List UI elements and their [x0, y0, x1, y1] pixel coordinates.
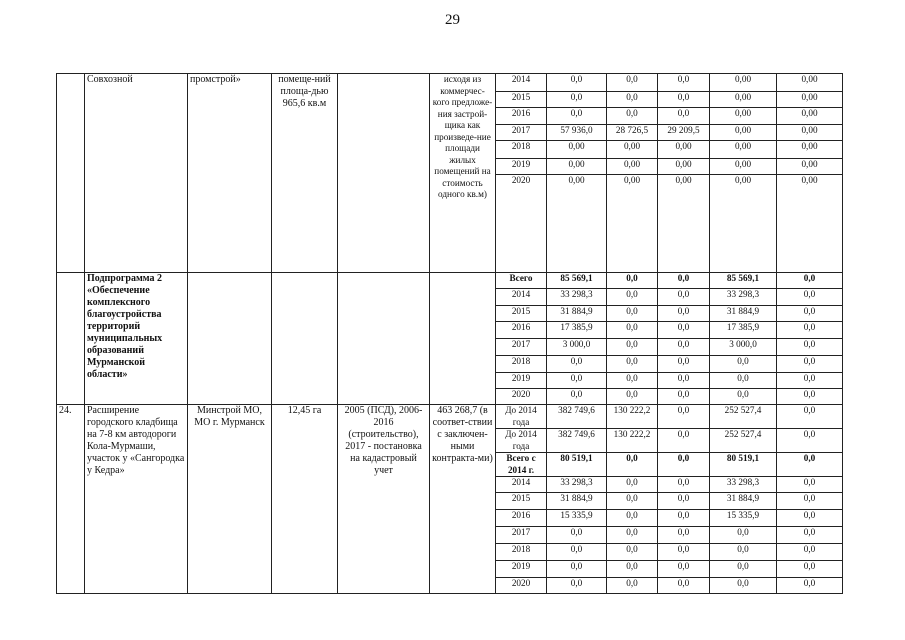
year-cell: 2015	[496, 493, 547, 510]
year-cell: 2016	[496, 322, 547, 339]
value-cell: 0,00	[710, 74, 777, 92]
value-cell: 0,0	[658, 510, 710, 527]
value-cell: 0,0	[607, 527, 658, 544]
object-name: Совхозной	[85, 74, 188, 273]
value-cell: 0,0	[658, 453, 710, 477]
value-cell: 31 884,9	[710, 493, 777, 510]
value-cell: 0,00	[710, 141, 777, 159]
value-cell: 0,0	[658, 477, 710, 493]
value-cell: 0,0	[658, 356, 710, 373]
year-cell: 2015	[496, 92, 547, 108]
value-cell: 0,0	[658, 306, 710, 322]
value-cell: 15 335,9	[547, 510, 607, 527]
value-cell: 33 298,3	[710, 477, 777, 493]
value-cell: 0,0	[710, 373, 777, 389]
year-cell: 2020	[496, 175, 547, 273]
value-cell: 0,0	[777, 544, 843, 561]
year-cell: 2014	[496, 477, 547, 493]
year-cell: 2020	[496, 578, 547, 594]
value-cell: 0,0	[777, 389, 843, 405]
value-cell: 31 884,9	[547, 493, 607, 510]
value-cell: 0,0	[607, 561, 658, 578]
capacity-cell: помеще-ний площа-дью 965,6 кв.м	[272, 74, 338, 273]
value-cell: 28 726,5	[607, 125, 658, 141]
value-cell: 0,00	[547, 141, 607, 159]
table-row	[57, 74, 843, 92]
value-cell: 0,0	[607, 493, 658, 510]
year-cell: 2017	[496, 125, 547, 141]
value-cell: 0,0	[777, 339, 843, 356]
value-cell: 0,00	[710, 125, 777, 141]
value-cell: 0,0	[777, 306, 843, 322]
value-cell: 0,00	[547, 159, 607, 175]
value-cell: 0,0	[777, 493, 843, 510]
value-cell: 0,0	[658, 405, 710, 429]
value-cell: 0,0	[658, 322, 710, 339]
value-cell: 0,0	[607, 510, 658, 527]
value-cell: 0,0	[777, 510, 843, 527]
terms-cell	[338, 74, 430, 273]
value-cell: 0,0	[658, 493, 710, 510]
year-cell: 2018	[496, 544, 547, 561]
customer-cell: Минстрой МО, МО г. Мурманск	[188, 405, 272, 594]
value-cell: 0,0	[658, 561, 710, 578]
value-cell: 0,0	[607, 453, 658, 477]
year-cell: Всего	[496, 273, 547, 289]
value-cell: 0,0	[607, 544, 658, 561]
value-cell: 130 222,2	[607, 405, 658, 429]
value-cell: 85 569,1	[547, 273, 607, 289]
cost-basis-cell	[430, 273, 496, 405]
customer-cell	[188, 273, 272, 405]
cost-basis-cell: исходя из коммерчес-кого предложе-ния застрой-щика как произведе-ние площади жилых помещений на стоимость одного кв.м)	[430, 74, 496, 273]
value-cell: 0,0	[710, 389, 777, 405]
year-cell: 2016	[496, 108, 547, 125]
customer-cell: промстрой»	[188, 74, 272, 273]
value-cell: 0,0	[547, 108, 607, 125]
value-cell: 0,0	[658, 92, 710, 108]
value-cell: 0,0	[658, 339, 710, 356]
value-cell: 382 749,6	[547, 429, 607, 453]
value-cell: 0,0	[658, 373, 710, 389]
value-cell: 33 298,3	[547, 477, 607, 493]
value-cell: 0,00	[607, 159, 658, 175]
value-cell: 0,0	[547, 373, 607, 389]
value-cell: 0,00	[777, 175, 843, 273]
year-cell: 2019	[496, 159, 547, 175]
value-cell: 29 209,5	[658, 125, 710, 141]
subprogram-title: Подпрограмма 2 «Обеспечение комплексного благоустройства территорий муниципальных образований Мурманской области»	[85, 273, 188, 405]
year-cell: Всего с 2014 г.	[496, 453, 547, 477]
value-cell: 0,0	[777, 273, 843, 289]
value-cell: 0,00	[777, 141, 843, 159]
value-cell: 0,0	[658, 108, 710, 125]
value-cell: 0,00	[710, 159, 777, 175]
value-cell: 0,0	[547, 356, 607, 373]
value-cell: 0,0	[777, 453, 843, 477]
value-cell: 0,00	[777, 108, 843, 125]
value-cell: 0,0	[547, 92, 607, 108]
value-cell: 0,0	[777, 322, 843, 339]
value-cell: 0,0	[607, 356, 658, 373]
year-cell: 2019	[496, 561, 547, 578]
value-cell: 0,00	[777, 74, 843, 92]
value-cell: 0,0	[607, 306, 658, 322]
value-cell: 0,0	[710, 578, 777, 594]
num-cell	[57, 74, 85, 273]
value-cell: 3 000,0	[547, 339, 607, 356]
value-cell: 3 000,0	[710, 339, 777, 356]
value-cell: 0,0	[777, 373, 843, 389]
value-cell: 57 936,0	[547, 125, 607, 141]
value-cell: 17 385,9	[547, 322, 607, 339]
row-number: 24.	[57, 405, 85, 594]
value-cell: 252 527,4	[710, 429, 777, 453]
year-cell: До 2014 года	[496, 405, 547, 429]
value-cell: 0,0	[777, 289, 843, 306]
terms-cell	[338, 273, 430, 405]
value-cell: 0,0	[710, 356, 777, 373]
table-row	[57, 273, 843, 289]
value-cell: 0,0	[777, 356, 843, 373]
value-cell: 17 385,9	[710, 322, 777, 339]
value-cell: 0,00	[607, 175, 658, 273]
value-cell: 0,00	[710, 92, 777, 108]
value-cell: 33 298,3	[710, 289, 777, 306]
value-cell: 0,0	[777, 527, 843, 544]
value-cell: 0,0	[607, 578, 658, 594]
value-cell: 0,0	[607, 389, 658, 405]
value-cell: 0,0	[607, 339, 658, 356]
value-cell: 0,00	[547, 175, 607, 273]
value-cell: 0,0	[607, 92, 658, 108]
value-cell: 0,0	[777, 477, 843, 493]
page-number: 29	[445, 12, 460, 28]
value-cell: 0,00	[658, 159, 710, 175]
value-cell: 0,00	[777, 159, 843, 175]
value-cell: 0,0	[547, 561, 607, 578]
value-cell: 0,0	[607, 74, 658, 92]
value-cell: 382 749,6	[547, 405, 607, 429]
value-cell: 0,0	[547, 578, 607, 594]
year-cell: 2016	[496, 510, 547, 527]
value-cell: 0,0	[710, 561, 777, 578]
value-cell: 0,00	[658, 175, 710, 273]
object-name: Расширение городского кладбища на 7-8 км автодороги Кола-Мурмаши, участок у «Сангородка у Кедра»	[85, 405, 188, 594]
year-cell: 2015	[496, 306, 547, 322]
value-cell: 0,0	[547, 527, 607, 544]
value-cell: 80 519,1	[547, 453, 607, 477]
value-cell: 0,0	[658, 74, 710, 92]
value-cell: 0,0	[777, 405, 843, 429]
value-cell: 0,0	[607, 108, 658, 125]
value-cell: 31 884,9	[547, 306, 607, 322]
value-cell: 0,0	[658, 389, 710, 405]
num-cell	[57, 273, 85, 405]
value-cell: 0,00	[777, 92, 843, 108]
value-cell: 0,0	[607, 373, 658, 389]
year-cell: 2019	[496, 373, 547, 389]
year-cell: До 2014 года	[496, 429, 547, 453]
value-cell: 0,0	[607, 477, 658, 493]
year-cell: 2020	[496, 389, 547, 405]
value-cell: 0,0	[547, 544, 607, 561]
value-cell: 0,0	[658, 289, 710, 306]
value-cell: 85 569,1	[710, 273, 777, 289]
year-cell: 2014	[496, 289, 547, 306]
value-cell: 0,00	[710, 108, 777, 125]
value-cell: 252 527,4	[710, 405, 777, 429]
value-cell: 0,0	[658, 273, 710, 289]
capacity-cell	[272, 273, 338, 405]
value-cell: 0,0	[777, 429, 843, 453]
financing-table	[56, 73, 843, 594]
value-cell: 0,0	[777, 578, 843, 594]
value-cell: 130 222,2	[607, 429, 658, 453]
value-cell: 80 519,1	[710, 453, 777, 477]
value-cell: 0,0	[547, 389, 607, 405]
value-cell: 0,0	[547, 74, 607, 92]
table-row	[57, 405, 843, 429]
value-cell: 0,00	[777, 125, 843, 141]
value-cell: 0,00	[658, 141, 710, 159]
capacity-cell: 12,45 га	[272, 405, 338, 594]
value-cell: 0,00	[607, 141, 658, 159]
year-cell: 2018	[496, 141, 547, 159]
cost-cell: 463 268,7 (в соответ-ствии с заключен-ными контракта-ми)	[430, 405, 496, 594]
value-cell: 0,0	[710, 527, 777, 544]
value-cell: 15 335,9	[710, 510, 777, 527]
value-cell: 0,0	[658, 527, 710, 544]
year-cell: 2018	[496, 356, 547, 373]
table-body	[57, 74, 843, 594]
value-cell: 0,0	[658, 429, 710, 453]
value-cell: 0,0	[658, 578, 710, 594]
value-cell: 31 884,9	[710, 306, 777, 322]
value-cell: 0,0	[607, 322, 658, 339]
value-cell: 0,0	[607, 289, 658, 306]
value-cell: 0,0	[777, 561, 843, 578]
terms-cell: 2005 (ПСД), 2006-2016 (строительство), 2017 - постановка на кадастровый учет	[338, 405, 430, 594]
year-cell: 2017	[496, 339, 547, 356]
value-cell: 0,00	[710, 175, 777, 273]
year-cell: 2017	[496, 527, 547, 544]
value-cell: 33 298,3	[547, 289, 607, 306]
value-cell: 0,0	[658, 544, 710, 561]
year-cell: 2014	[496, 74, 547, 92]
value-cell: 0,0	[710, 544, 777, 561]
value-cell: 0,0	[607, 273, 658, 289]
